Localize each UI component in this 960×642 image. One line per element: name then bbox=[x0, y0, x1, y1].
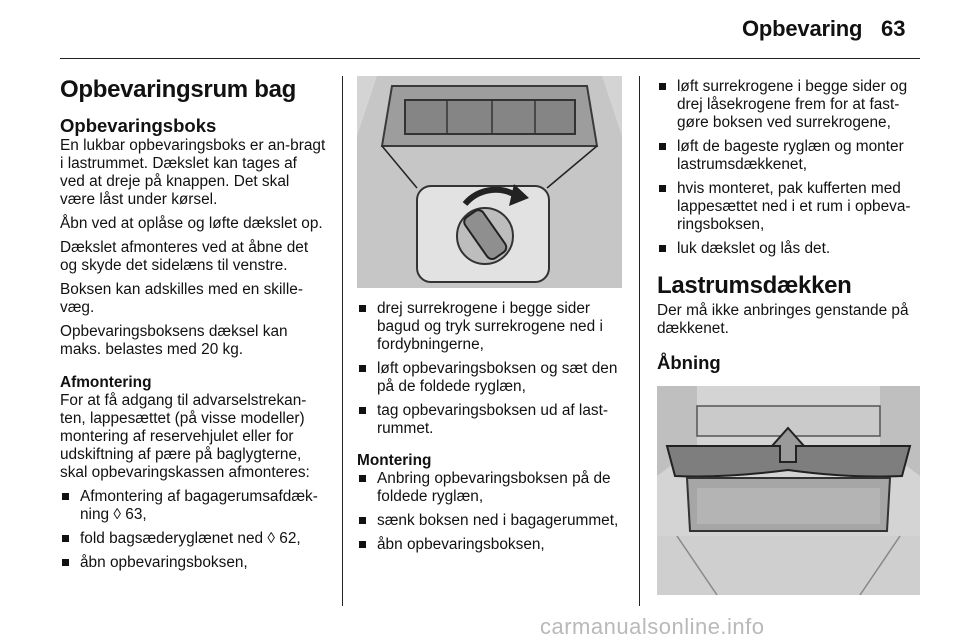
column-2 bbox=[357, 300, 629, 554]
paragraph: For at få adgang til advarselstrekan-ten, lappesættet (på visse modeller) montering af reservehjulet eller for udskiftning af pære på baglygterne, skal opbevaringskassen afmonteres: bbox=[60, 392, 310, 481]
sub-sub-heading: Montering bbox=[357, 452, 432, 469]
paragraph: Dækslet afmonteres ved at åbne det og skyde det sidelæns til venstre. bbox=[60, 239, 309, 274]
header-title: Opbevaring bbox=[742, 16, 863, 41]
bullet-item: tag opbevaringsboksen ud af last-rummet. bbox=[357, 402, 629, 438]
bullet-item: hvis monteret, pak kufferten med lappesættet ned i et rum i opbeva-ringsboksen, bbox=[657, 180, 923, 234]
paragraph: Boksen kan adskilles med en skille-væg. bbox=[60, 281, 303, 316]
cargo-cover-illustration bbox=[657, 386, 920, 595]
sub-heading: Åbning bbox=[657, 352, 721, 373]
bullet-item: Afmontering af bagagerumsafdæk-ning ◊ 63, bbox=[60, 488, 326, 524]
sub-heading: Opbevaringsboks bbox=[60, 115, 217, 136]
paragraph: En lukbar opbevaringsboks er an-bragt i lastrummet. Dækslet kan tages af ved at dreje på knappen. Det skal være låst under kørsel. bbox=[60, 137, 326, 208]
paragraph: Der må ikke anbringes genstande på dækkenet. bbox=[657, 302, 909, 337]
bullet-item: åbn opbevaringsboksen, bbox=[357, 536, 629, 554]
storage-box-illustration bbox=[357, 76, 622, 288]
column-divider-2 bbox=[639, 76, 640, 606]
bullet-item: åbn opbevaringsboksen, bbox=[60, 554, 326, 572]
bullet-item: løft opbevaringsboksen og sæt den på de foldede ryglæn, bbox=[357, 360, 629, 396]
paragraph: Åbn ved at oplåse og løfte dækslet op. bbox=[60, 215, 323, 232]
section-title: Opbevaringsrum bag bbox=[60, 76, 296, 103]
column-1 bbox=[60, 76, 326, 572]
bullet-item: sænk boksen ned i bagagerummet, bbox=[357, 512, 629, 530]
bullet-item: Anbring opbevaringsboksen på de foldede ryglæn, bbox=[357, 470, 629, 506]
bullet-item: drej surrekrogene i begge sider bagud og tryk surrekrogene ned i fordybningerne, bbox=[357, 300, 629, 354]
watermark: carmanualsonline.info bbox=[540, 614, 765, 639]
page-number: 63 bbox=[881, 16, 906, 41]
column-3 bbox=[657, 78, 923, 374]
section-title: Lastrumsdækken bbox=[657, 272, 852, 299]
bullet-item: løft de bageste ryglæn og monter lastrumsdækkenet, bbox=[657, 138, 923, 174]
sub-sub-heading: Afmontering bbox=[60, 374, 152, 391]
paragraph: Opbevaringsboksens dæksel kan maks. belastes med 20 kg. bbox=[60, 323, 288, 358]
column-divider-1 bbox=[342, 76, 343, 606]
header-rule bbox=[60, 58, 920, 59]
bullet-item: løft surrekrogene i begge sider og drej låsekrogene frem for at fast-gøre boksen ved surrekrogene, bbox=[657, 78, 923, 132]
bullet-item: fold bagsæderyglænet ned ◊ 62, bbox=[60, 530, 326, 548]
bullet-item: luk dækslet og lås det. bbox=[657, 240, 923, 258]
